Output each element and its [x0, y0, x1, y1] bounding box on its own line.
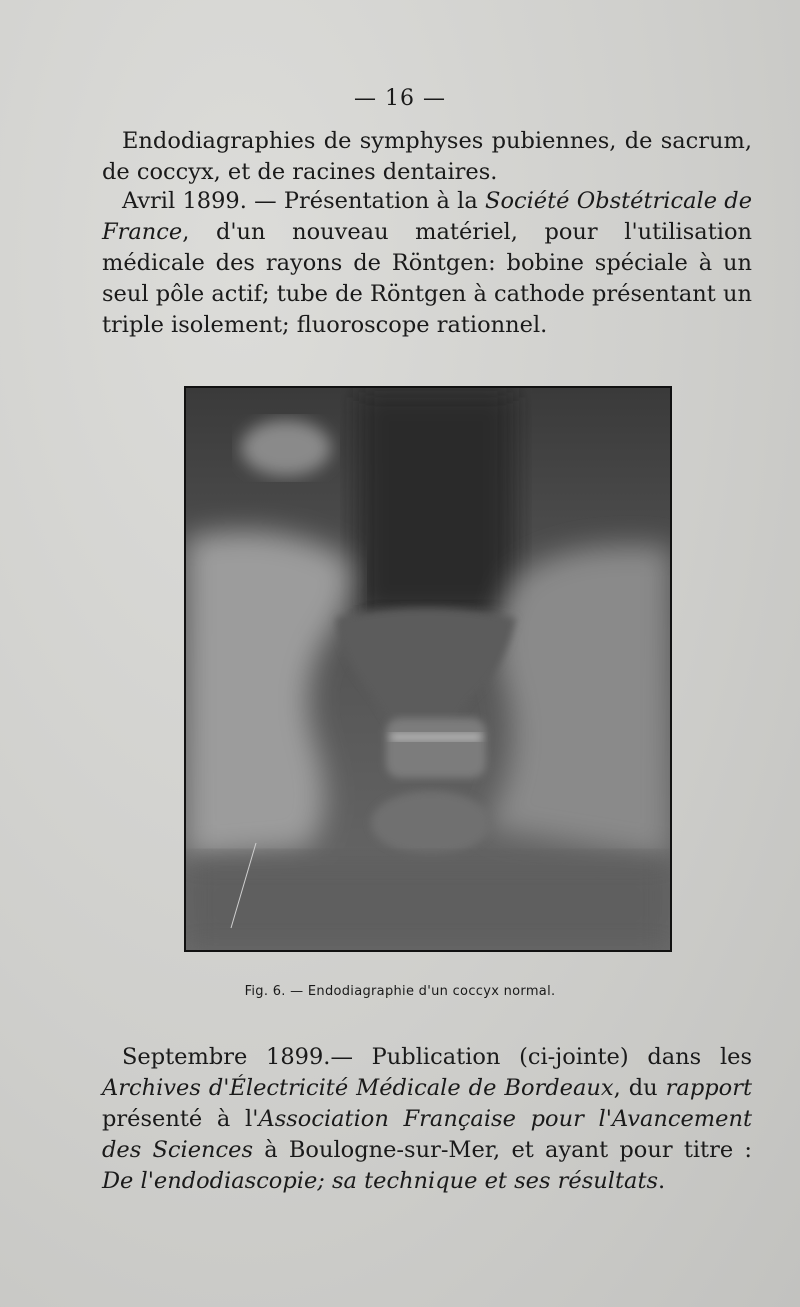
figure-caption: Fig. 6. — Endodiagraphie d'un coccyx normal. — [244, 984, 556, 999]
paragraph-septembre-mid3: à Boulogne-sur-Mer, et ayant pour titre : — [253, 1137, 752, 1163]
xray-image — [186, 388, 670, 950]
paragraph-septembre-1899 — [102, 1042, 752, 1197]
society-name: Société Obstétricale de France — [102, 188, 753, 245]
paragraph-endodiagraphies-text: Endodiagraphies de symphyses pubiennes, de sacrum, de coccyx, et de racines dentaires. — [102, 128, 752, 185]
paragraph-septembre-mid2: présenté à l' — [102, 1106, 259, 1132]
association-name: Association Française pour l'Avancement des Sciences — [102, 1106, 752, 1163]
paragraph-avril-lead: Avril 1899. — Présentation à la — [122, 188, 486, 214]
xray-figure — [184, 386, 672, 952]
rapport-word: rapport — [665, 1075, 752, 1101]
journal-name: Archives d'Électricité Médicale de Bordeaux — [102, 1075, 614, 1101]
report-title: De l'endodiascopie; sa technique et ses résultats — [102, 1168, 659, 1194]
paragraph-septembre-lead: Septembre 1899.— Publication (ci-jointe) dans les — [122, 1044, 752, 1070]
paragraph-avril-1899 — [102, 186, 752, 341]
paragraph-septembre-mid1: , du — [613, 1075, 666, 1101]
paragraph-septembre-end: . — [658, 1168, 666, 1194]
page-number: — 16 — — [354, 86, 446, 111]
paragraph-avril-rest: , d'un nouveau matériel, pour l'utilisation médicale des rayons de Röntgen: bobine spéciale à un seul pôle actif; tube de Röntgen à cathode présentant un triple isolement; fluoroscope rationnel. — [102, 219, 752, 338]
paragraph-endodiagraphies — [102, 126, 752, 188]
